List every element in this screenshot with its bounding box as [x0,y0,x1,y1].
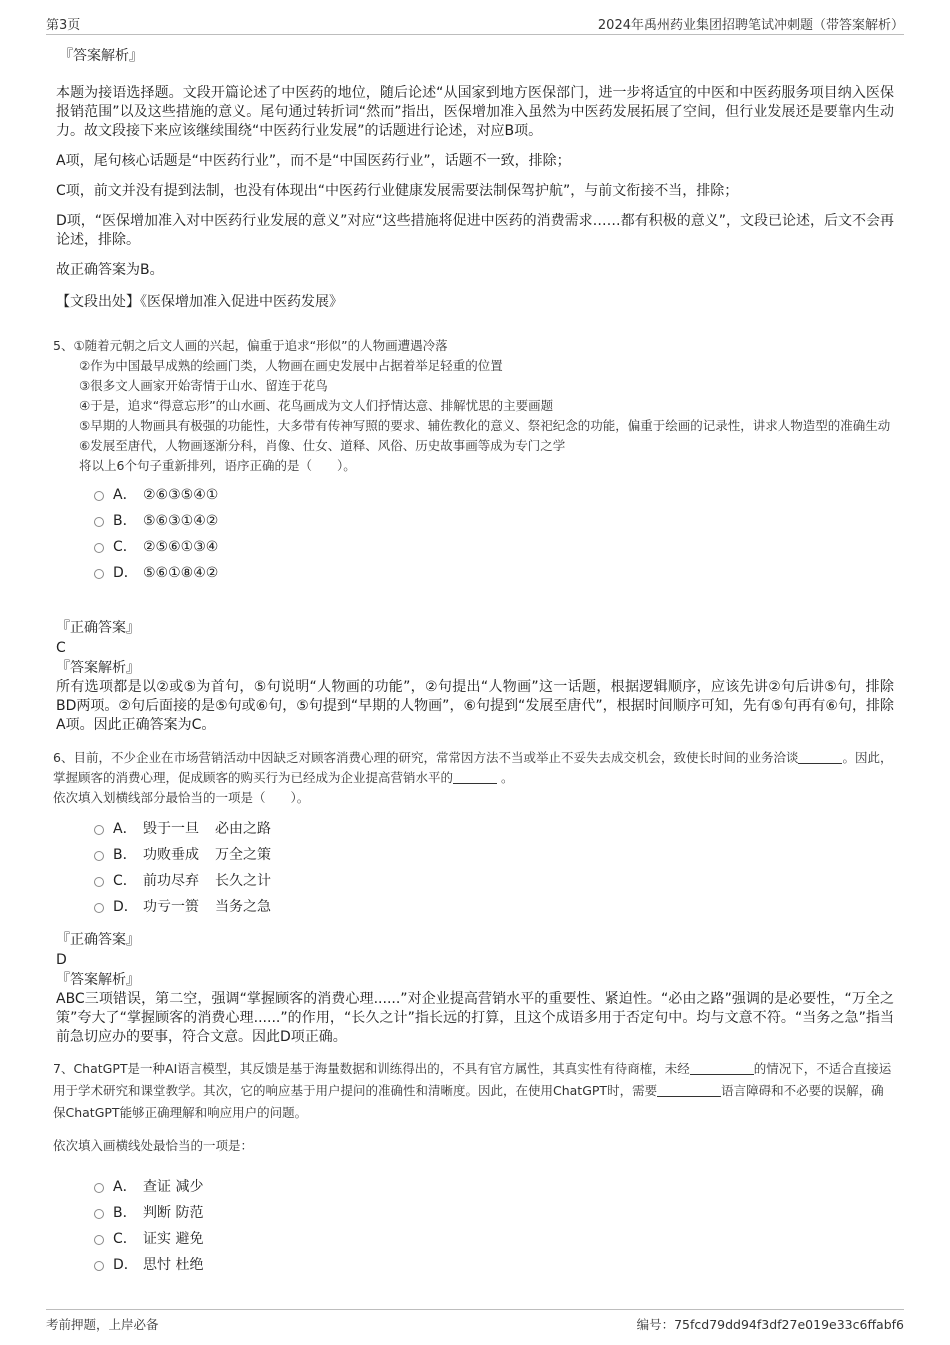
q4-analysis-label: 『答案解析』 [59,48,143,64]
q6-option-b[interactable]: B． 功败垂成 万全之策 [53,842,894,868]
radio-icon[interactable] [94,1261,104,1271]
question-6 [53,748,894,920]
q5-stem-line: ④于是，追求“得意忘形”的山水画、花鸟画成为文人们抒情达意、排解忧思的主要画题 [79,398,554,413]
radio-icon[interactable] [94,543,104,553]
q4-analysis-option-d: D项，“医保增加准入对中医药行业发展的意义”对应“这些措施将促进中医药的消费需求……都有积极的意义”，文段已论述，后文不会再论述，排除。 [56,213,894,248]
radio-icon[interactable] [94,491,104,501]
q5-answer: C [56,640,66,656]
page-number: 第3页 [46,18,81,33]
document-title: 2024年禹州药业集团招聘笔试冲刺题（带答案解析） [597,18,904,33]
q7-stem: 7、ChatGPT是一种AI语言模型，其反馈是基于海量数据和训练得出的，不具有官方属性，其真实性有待商榷，未经 的情况下，不适合直接运用于学术研究和课堂教学。其次，它的响应基于用户提问的准确性和清晰度。因此，在使用ChatGPT时，需要 语言障碍和不必要的误解，确保ChatGPT能够正确理解和响应用户的问题。 [53,1061,892,1120]
q4-analysis-option-a: A项，尾句核心话题是“中医药行业”，而不是“中国医药行业”，话题不一致，排除； [56,153,571,169]
radio-icon[interactable] [94,1183,104,1193]
q5-answer-section [56,618,894,735]
q4-analysis-paragraph: 本题为接语选择题。文段开篇论述了中医药的地位，随后论述“从国家到地方医保部门，进一步将适宜的中医和中医药服务项目纳入医保报销范围”以及这些措施的意义。尾句通过转折词“然而”指出，医保增加准入虽然为中医药发展拓展了空间，但行业发展还是要靠内生动力。故文段接下来应该继续围绕“中医药行业发展”的话题进行论述，对应B项。 [56,85,894,139]
radio-icon[interactable] [94,1235,104,1245]
q6-option-c[interactable]: C． 前功尽弃 长久之计 [53,868,894,894]
q5-analysis-label: 『答案解析』 [56,660,140,676]
radio-icon[interactable] [94,825,104,835]
question-7 [53,1058,894,1278]
q5-stem-line: ②作为中国最早成熟的绘画门类，人物画在画史发展中占据着举足轻重的位置 [79,358,503,373]
q5-stem-line: 5、①随着元朝之后文人画的兴起，偏重于追求“形似”的人物画遭遇冷落 [53,338,448,353]
q5-option-c[interactable]: C． ②⑤⑥①③④ [53,534,894,560]
radio-icon[interactable] [94,569,104,579]
q7-option-d[interactable]: D． 思忖 杜绝 [53,1252,894,1278]
q7-prompt: 依次填入画横线处最恰当的一项是： [53,1138,254,1153]
q5-answer-label: 『正确答案』 [56,620,140,636]
q6-prompt: 依次填入划横线部分最恰当的一项是（ ）。 [53,790,310,805]
q7-option-b[interactable]: B． 判断 防范 [53,1200,894,1226]
q5-option-a[interactable]: A． ②⑥③⑤④① [53,482,894,508]
q6-analysis-label: 『答案解析』 [56,972,140,988]
fill-blank [657,1083,721,1097]
q5-analysis: 所有选项都是以②或⑤为首句，⑤句说明“人物画的功能”，②句提出“人物画”这一话题，根据逻辑顺序，应该先讲②句后讲⑤句，排除BD两项。②句后面接的是⑤句或⑥句，⑤句提到“早期的人物画”，⑥句提到“发展至唐代”，根据时间顺序可知，先有⑤句再有⑥句，排除A项。因此正确答案为C。 [56,679,894,733]
q6-option-d[interactable]: D． 功亏一篑 当务之急 [53,894,894,920]
q7-option-a[interactable]: A． 查证 减少 [53,1174,894,1200]
q5-option-d[interactable]: D． ⑤⑥①⑧④② [53,560,894,586]
fill-blank [453,770,497,784]
document-serial: 编号：75fcd79dd94f3df27e019e33c6ffabf6 [636,1317,904,1332]
q7-options [53,1174,894,1278]
fill-blank [690,1061,754,1075]
page-header [46,12,904,35]
q5-stem-line: ⑤早期的人物画具有极强的功能性，大多带有传神写照的要求、辅佐教化的意义、祭祀纪念的功能，偏重于绘画的记录性，讲求人物造型的准确生动 [79,418,891,433]
q6-answer-section [56,930,894,1047]
q5-stem-prompt: 将以上6个句子重新排列，语序正确的是（ ）。 [79,458,356,473]
radio-icon[interactable] [94,903,104,913]
q5-stem-line: ③很多文人画家开始寄情于山水、留连于花鸟 [79,378,328,393]
q4-analysis-option-c: C项，前文并没有提到法制，也没有体现出“中医药行业健康发展需要法制保驾护航”，与前文衔接不当，排除； [56,183,739,199]
radio-icon[interactable] [94,851,104,861]
fill-blank [798,750,842,764]
q6-answer: D [56,952,67,968]
q6-option-a[interactable]: A． 毁于一旦 必由之路 [53,816,894,842]
q6-options [53,816,894,920]
radio-icon[interactable] [94,517,104,527]
q7-option-c[interactable]: C． 证实 避免 [53,1226,894,1252]
footer-slogan: 考前押题，上岸必备 [46,1317,159,1332]
q6-analysis: ABC三项错误，第二空，强调“掌握顾客的消费心理......”对企业提高营销水平的重要性、紧迫性。“必由之路”强调的是必要性，“万全之策”夸大了“掌握顾客的消费心理......”的作用，“长久之计”指长远的打算，且这个成语多用于否定句中。均与文意不符。“当务之急”指当前急切应办的要事，符合文意。因此D项正确。 [56,991,894,1045]
q4-analysis-section [56,46,894,312]
radio-icon[interactable] [94,877,104,887]
q4-conclusion: 故正确答案为B。 [56,262,164,278]
q5-option-b[interactable]: B． ⑤⑥③①④② [53,508,894,534]
question-5 [53,336,894,586]
q5-stem-line: ⑥发展至唐代，人物画逐渐分科，肖像、仕女、道释、风俗、历史故事画等成为专门之学 [79,438,566,453]
radio-icon[interactable] [94,1209,104,1219]
q5-options [53,482,894,586]
q6-stem: 6、目前，不少企业在市场营销活动中因缺乏对顾客消费心理的研究，常常因方法不当或举止不妥失去成交机会，致使长时间的业务洽谈 。因此，掌握顾客的消费心理，促成顾客的购买行为已经成为企业提高营销水平的 。 [53,750,893,785]
q6-answer-label: 『正确答案』 [56,932,140,948]
page-footer [46,1309,904,1334]
q4-source: 【文段出处】《医保增加准入促进中医药发展》 [56,294,343,310]
